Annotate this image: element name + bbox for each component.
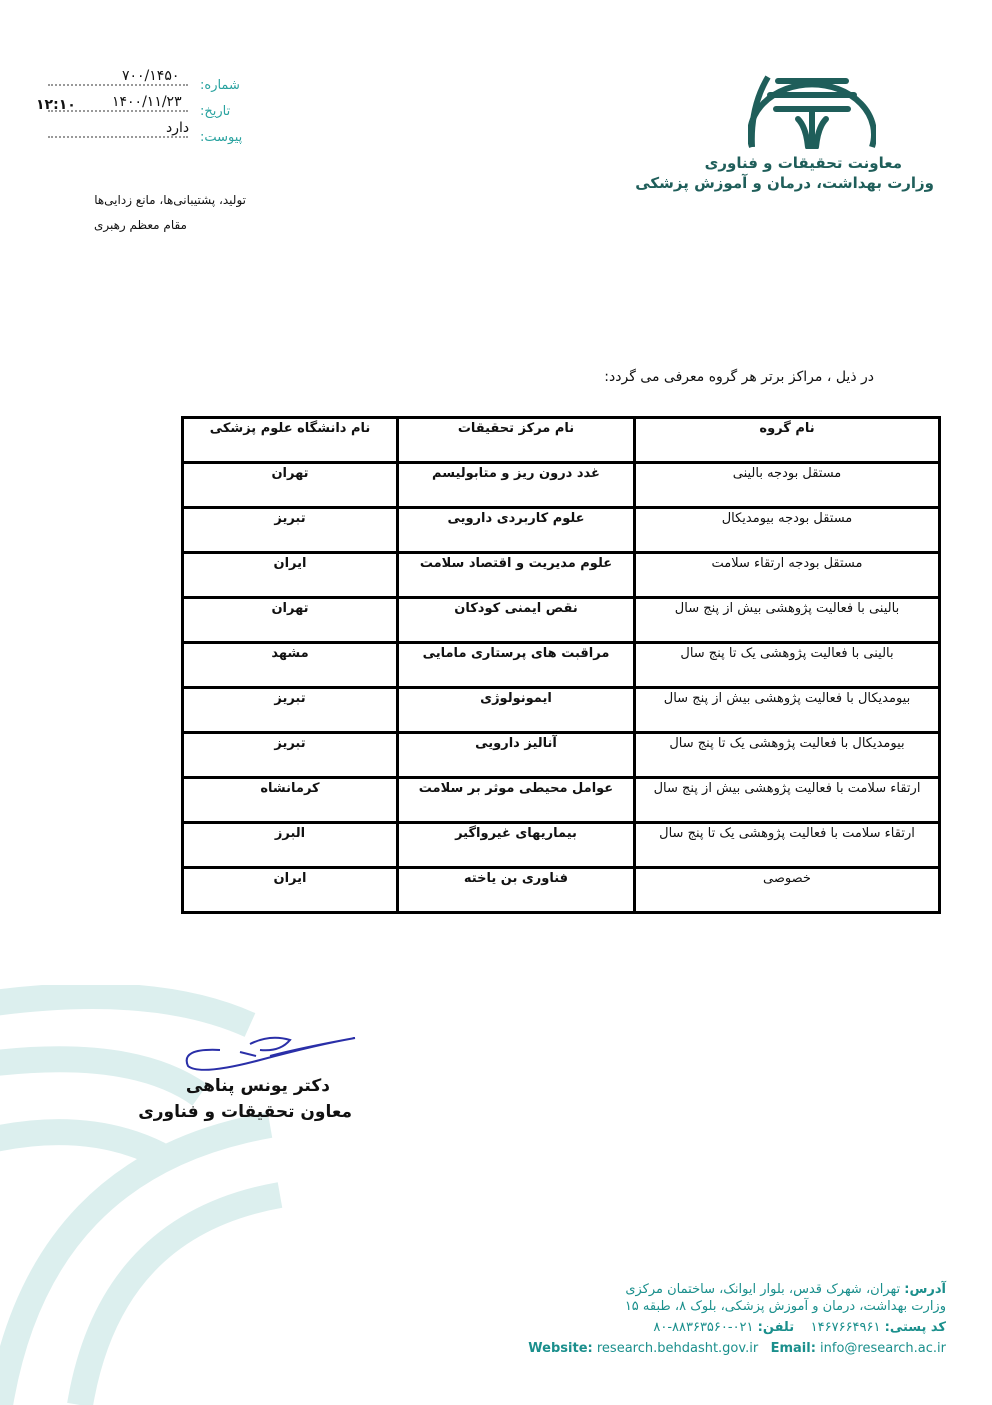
cell-university: تبریز [183,688,398,733]
postal-value: ۱۴۶۷۶۶۴۹۶۱ [810,1320,881,1335]
footer-contact [653,1320,946,1335]
logo-line-2: وزارت بهداشت، درمان و آموزش پزشکی [635,174,934,192]
cell-group: مستقل بودجه ارتقاء سلامت [635,553,940,598]
attachment-value: دارد [166,120,190,136]
address-label: آدرس: [904,1282,946,1297]
address-line-1: تهران، شهرک قدس، بلوار ایوانک، ساختمان مرکزی [625,1282,901,1297]
number-label: شماره: [200,78,240,93]
cell-group: بالینی با فعالیت پژوهشی یک تا پنج سال [635,643,940,688]
attachment-dotted-line [48,136,188,138]
cell-center: ایمونولوژی [398,688,635,733]
cc-line-1: تولید، پشتیبانی‌ها، مانع زدایی‌ها [94,193,246,207]
cell-university: کرمانشاه [183,778,398,823]
logo-line-1: معاونت تحقیقات و فناوری [704,154,902,172]
postal-label: کد پستی: [884,1320,946,1335]
cell-university: مشهد [183,643,398,688]
cell-group: بالینی با فعالیت پژوهشی بیش از پنج سال [635,598,940,643]
cell-group: مستقل بودجه بیومدیکال [635,508,940,553]
cell-group: خصوصی [635,868,940,913]
cell-center: مراقبت های پرستاری مامایی [398,643,635,688]
number-dotted-line [48,84,188,86]
cell-center: بیماریهای غیرواگیر [398,823,635,868]
header-center: نام مرکز تحقیقات [398,418,635,463]
table-header-row [183,418,940,463]
phone-value: ۰۲۱-۸۸۳۶۳۵۶۰-۸۰ [653,1320,754,1335]
date-value: ۱۴۰۰/۱۱/۲۳ [112,94,182,110]
cell-university: تبریز [183,733,398,778]
cell-center: آنالیز دارویی [398,733,635,778]
date-dotted-line [48,110,188,112]
footer-address-2: وزارت بهداشت، درمان و آموزش پزشکی، بلوک ۸، طبقه ۱۵ [624,1299,946,1314]
email-label: Email: [770,1341,816,1356]
footer-web [528,1341,946,1356]
cell-university: البرز [183,823,398,868]
phone-label: تلفن: [757,1320,795,1335]
table-row [183,868,940,913]
table-row [183,823,940,868]
table-row [183,598,940,643]
cell-university: ایران [183,553,398,598]
table-row [183,508,940,553]
cell-center: علوم مدیریت و اقتصاد سلامت [398,553,635,598]
website-link[interactable]: research.behdasht.gov.ir [596,1341,759,1356]
cell-center: علوم کاربردی دارویی [398,508,635,553]
table-row [183,553,940,598]
cell-center: نقص ایمنی کودکان [398,598,635,643]
signatory-title: معاون تحقیقات و فناوری [138,1102,352,1122]
cell-university: تهران [183,598,398,643]
cell-center: عوامل محیطی موثر بر سلامت [398,778,635,823]
table-row [183,463,940,508]
signature-scribble [180,1030,360,1080]
attachment-label: پیوست: [200,130,243,145]
table-row [183,688,940,733]
signatory-name: دکتر یونس پناهی [185,1076,330,1096]
cell-university: ایران [183,868,398,913]
ministry-logo-icon [748,47,876,149]
website-label: Website: [528,1341,593,1356]
date-label: تاریخ: [200,104,231,119]
cell-group: ارتقاء سلامت با فعالیت پژوهشی بیش از پنج سال [635,778,940,823]
table-row [183,643,940,688]
cell-group: مستقل بودجه بالینی [635,463,940,508]
cell-center: غدد درون ریز و متابولیسم [398,463,635,508]
time-value: ۱۲:۱۰ [36,97,76,113]
intro-text: در ذیل ، مراکز برتر هر گروه معرفی می گردد: [604,369,874,385]
number-value: ۷۰۰/۱۴۵۰ [122,68,180,84]
cell-group: بیومدیکال با فعالیت پژوهشی بیش از پنج سال [635,688,940,733]
cell-university: تبریز [183,508,398,553]
table-row [183,778,940,823]
footer-address-1 [625,1282,946,1297]
table-row [183,733,940,778]
top-centers-table [181,416,941,914]
email-link[interactable]: info@research.ac.ir [820,1341,946,1356]
cell-group: بیومدیکال با فعالیت پژوهشی یک تا پنج سال [635,733,940,778]
cc-line-2: مقام معظم رهبری [93,218,187,232]
cell-group: ارتقاء سلامت با فعالیت پژوهشی یک تا پنج سال [635,823,940,868]
cell-university: تهران [183,463,398,508]
header-university: نام دانشگاه علوم پزشکی [183,418,398,463]
header-group: نام گروه [635,418,940,463]
cell-center: فناوری بن یاخته [398,868,635,913]
